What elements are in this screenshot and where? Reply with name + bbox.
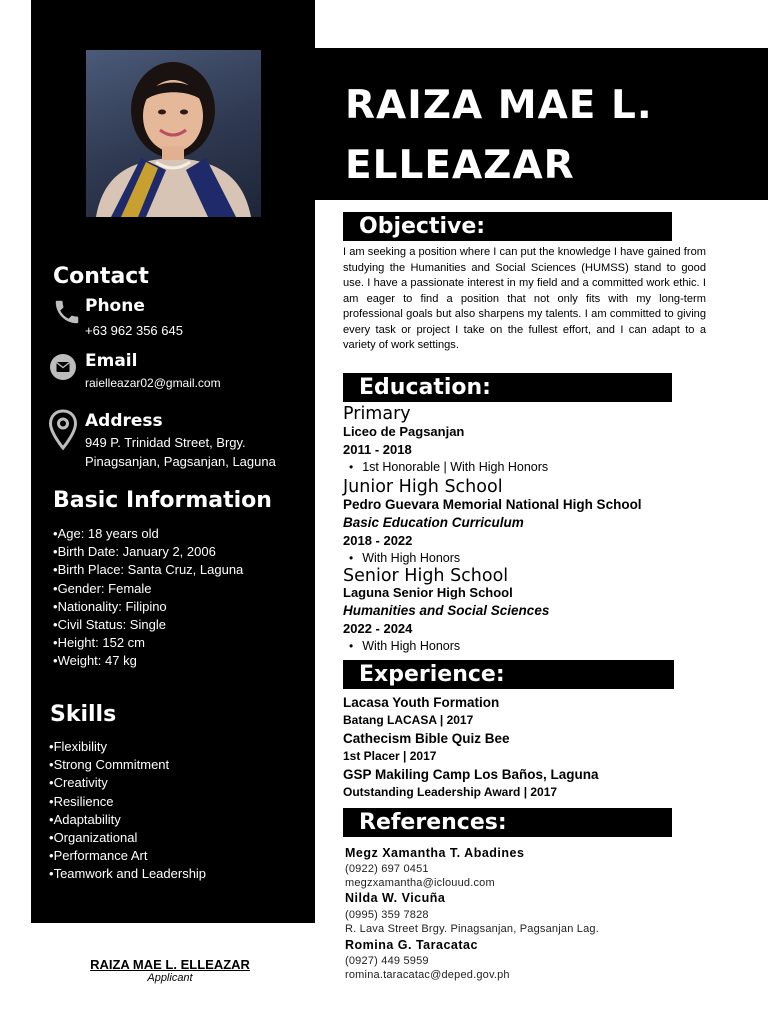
edu-primary-school: Liceo de Pagsanjan — [343, 424, 465, 439]
reference-phone: (0995) 359 7828 — [345, 909, 429, 921]
experience-item-name: Cathecism Bible Quiz Bee — [343, 731, 510, 746]
basic-info-item: • Gender: Female — [53, 580, 243, 598]
experience-item-detail: 1st Placer | 2017 — [343, 749, 437, 763]
skills-heading: Skills — [50, 702, 117, 727]
skill-item: • Organizational — [49, 829, 206, 847]
applicant-name: RAIZA MAE L. ELLEAZAR — [345, 83, 653, 188]
reference-address: R. Lava Street Brgy. Pinagsanjan, Pagsanjan Lag. — [345, 923, 599, 935]
basic-info-list — [53, 525, 243, 671]
edu-senior-level: Senior High School — [343, 566, 509, 586]
contact-heading: Contact — [53, 264, 149, 289]
education-heading: Education: — [343, 373, 672, 402]
reference-phone: (0927) 449 5959 — [345, 955, 429, 967]
signature-name: RAIZA MAE L. ELLEAZAR — [90, 957, 250, 972]
address-line-1: 949 P. Trinidad Street, Brgy. — [85, 435, 246, 450]
skills-list — [49, 738, 206, 884]
phone-icon — [52, 297, 82, 327]
skill-item: • Resilience — [49, 793, 206, 811]
experience-item-name: GSP Makiling Camp Los Baños, Laguna — [343, 767, 599, 782]
basic-info-item: • Nationality: Filipino — [53, 598, 243, 616]
reference-name: Megz Xamantha T. Abadines — [345, 846, 525, 860]
reference-email: romina.taracatac@deped.gov.ph — [345, 969, 510, 981]
reference-email: megzxamantha@iclouud.com — [345, 877, 495, 889]
phone-value: +63 962 356 645 — [85, 323, 183, 338]
skill-item: • Flexibility — [49, 738, 206, 756]
edu-senior-years: 2022 - 2024 — [343, 621, 413, 636]
edu-junior-school: Pedro Guevara Memorial National High School — [343, 497, 642, 512]
basic-info-heading: Basic Information — [53, 488, 272, 513]
address-label: Address — [85, 411, 163, 431]
reference-phone: (0922) 697 0451 — [345, 863, 429, 875]
edu-senior-honor: • With High Honors — [349, 639, 460, 653]
reference-name: Romina G. Taracatac — [345, 938, 478, 952]
experience-heading: Experience: — [343, 660, 674, 689]
profile-photo-illustration — [86, 50, 261, 217]
edu-senior-strand: Humanities and Social Sciences — [343, 603, 550, 618]
edu-senior-school: Laguna Senior High School — [343, 585, 513, 600]
experience-item-name: Lacasa Youth Formation — [343, 695, 500, 710]
skill-item: • Adaptability — [49, 811, 206, 829]
experience-item-detail: Batang LACASA | 2017 — [343, 713, 474, 727]
email-icon — [49, 353, 77, 381]
basic-info-item: • Birth Date: January 2, 2006 — [53, 543, 243, 561]
email-label: Email — [85, 351, 138, 371]
skill-item: • Teamwork and Leadership — [49, 865, 206, 883]
objective-heading: Objective: — [343, 212, 672, 241]
location-pin-icon — [48, 409, 78, 451]
basic-info-item: • Height: 152 cm — [53, 634, 243, 652]
basic-info-item: • Birth Place: Santa Cruz, Laguna — [53, 561, 243, 579]
basic-info-item: • Weight: 47 kg — [53, 652, 243, 670]
signature-role: Applicant — [147, 972, 193, 984]
edu-junior-years: 2018 - 2022 — [343, 533, 413, 548]
edu-junior-honor: • With High Honors — [349, 551, 460, 565]
references-heading: References: — [343, 808, 672, 837]
reference-name: Nilda W. Vicuña — [345, 891, 446, 905]
name-banner — [315, 48, 768, 200]
address-line-2: Pinagsanjan, Pagsanjan, Laguna — [85, 454, 276, 469]
email-value: raielleazar02@gmail.com — [85, 376, 221, 390]
basic-info-item: • Civil Status: Single — [53, 616, 243, 634]
edu-primary-honor: • 1st Honorable | With High Honors — [349, 460, 548, 474]
phone-label: Phone — [85, 296, 145, 316]
objective-text: I am seeking a position where I can put the knowledge I have gained from studying the Humanities and Social Sciences (HUMSS) stand to good use. I have a passionate interest in my field and a committed work ethic. I am eager to find a position that not only fits with my long-term professional goals but also sharpens my talents. I am committed to giving every task or project I take on the fullest effort, and I can adapt to a variety of work settings. — [343, 246, 706, 351]
basic-info-item: • Age: 18 years old — [53, 525, 243, 543]
skill-item: • Strong Commitment — [49, 756, 206, 774]
edu-primary-level: Primary — [343, 404, 411, 424]
edu-junior-level: Junior High School — [343, 477, 503, 497]
experience-item-detail: Outstanding Leadership Award | 2017 — [343, 785, 558, 799]
profile-photo — [86, 50, 261, 217]
edu-primary-years: 2011 - 2018 — [343, 442, 412, 457]
skill-item: • Performance Art — [49, 847, 206, 865]
edu-junior-curriculum: Basic Education Curriculum — [343, 515, 524, 530]
skill-item: • Creativity — [49, 774, 206, 792]
